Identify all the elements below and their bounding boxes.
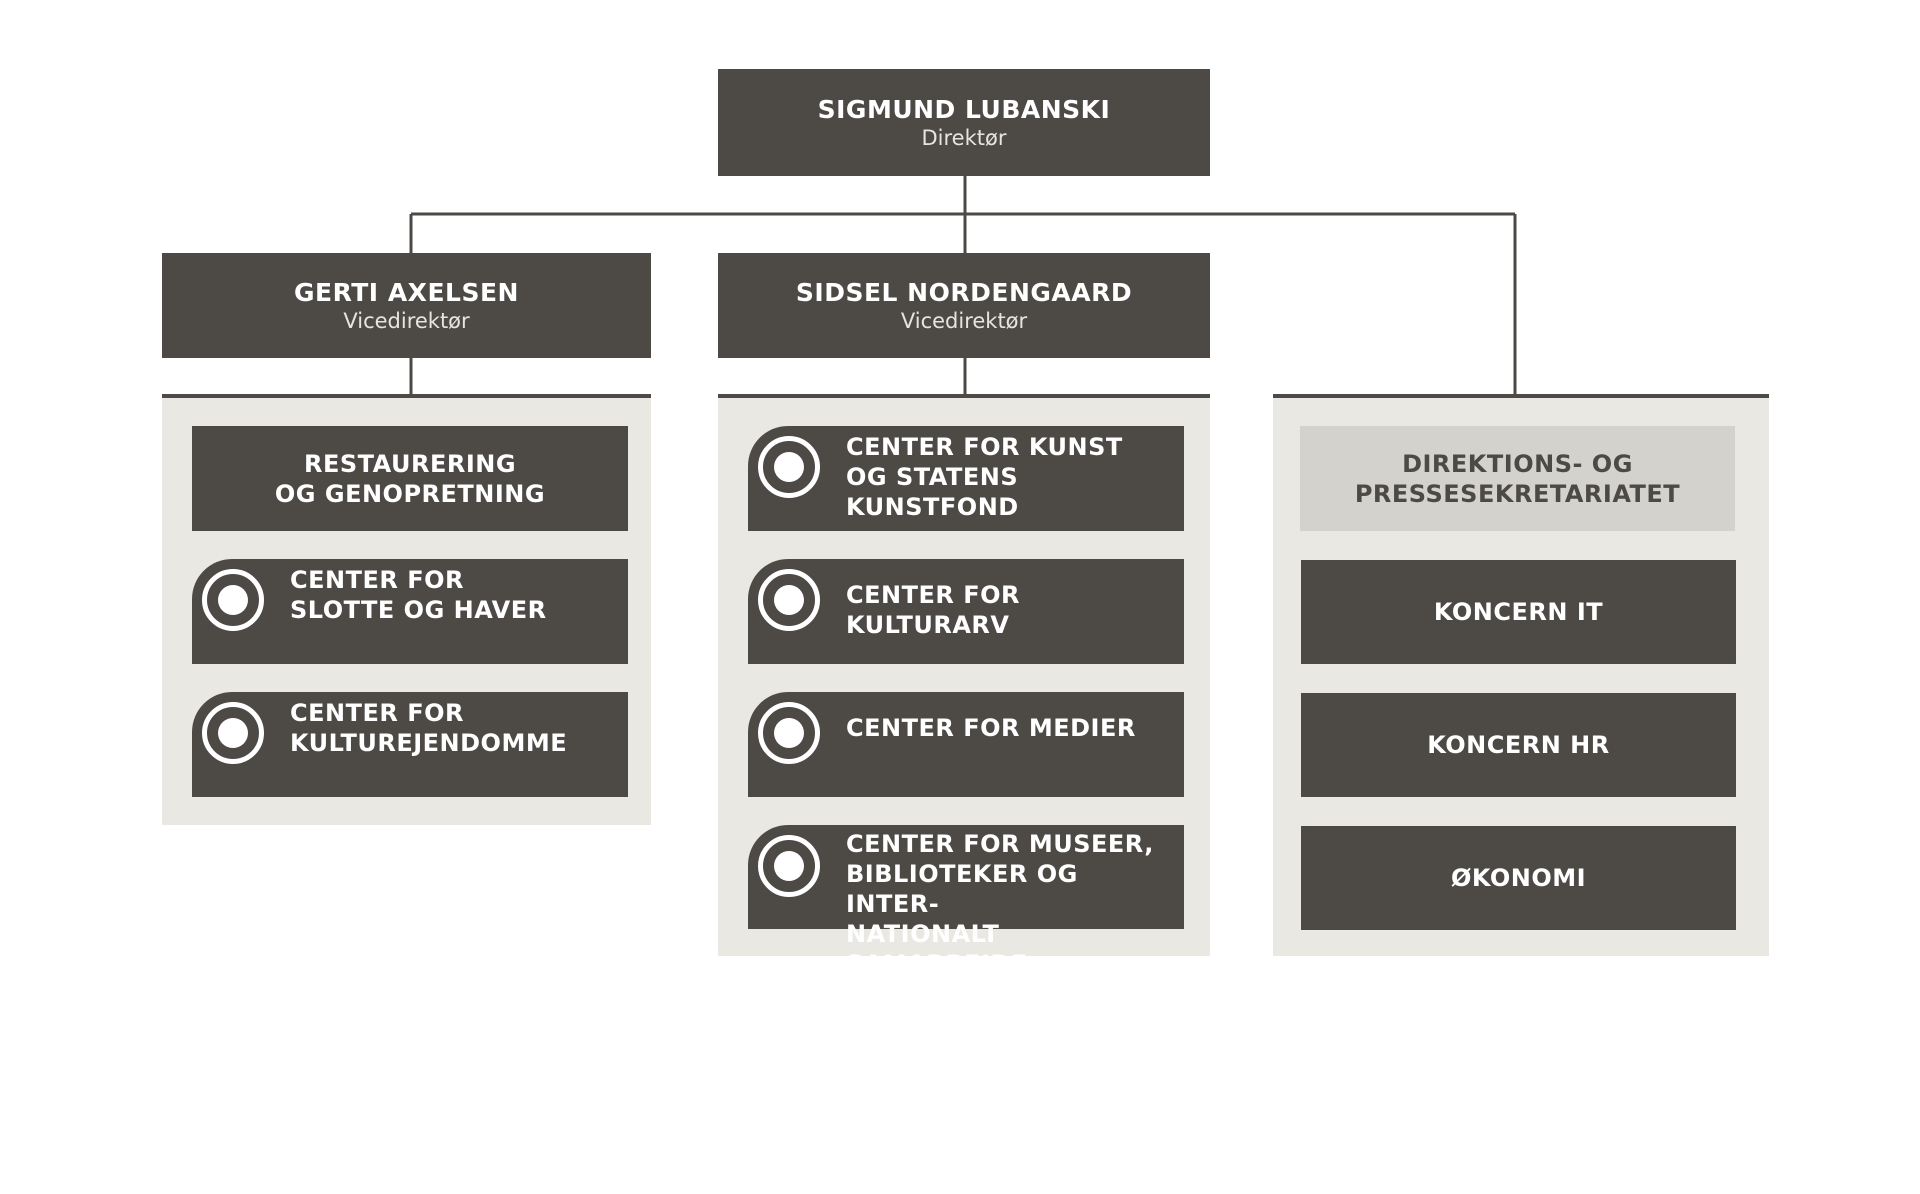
- center-box: [192, 692, 628, 797]
- center-box: [192, 559, 628, 664]
- center-box: [748, 426, 1184, 531]
- unit-label: DIREKTIONS- OG PRESSESEKRETARIATET: [1354, 449, 1681, 508]
- center-label: CENTER FOR MEDIER: [846, 714, 1136, 742]
- center-label: CENTER FOR KULTURARV: [846, 581, 1020, 639]
- unit-label: ØKONOMI: [1450, 864, 1587, 892]
- center-icon: [758, 436, 820, 498]
- unit-box: [1301, 826, 1736, 930]
- vicedirector-role: Vicedirektør: [343, 308, 470, 333]
- director-name: SIGMUND LUBANSKI: [817, 94, 1111, 124]
- director-box: [718, 69, 1210, 176]
- vicedirector-name: SIDSEL NORDENGAARD: [795, 277, 1133, 307]
- vicedirector-box-1: [162, 253, 651, 358]
- unit-label: KONCERN HR: [1427, 731, 1610, 759]
- unit-box: [1301, 560, 1736, 664]
- vicedirector-box-2: [718, 253, 1210, 358]
- center-icon: [758, 569, 820, 631]
- center-label: CENTER FOR MUSEER, BIBLIOTEKER OG INTER- NATIONALT SAMARBEJDE: [846, 830, 1154, 978]
- center-label: CENTER FOR KUNST OG STATENS KUNSTFOND: [846, 433, 1123, 521]
- center-label: CENTER FOR SLOTTE OG HAVER: [290, 566, 547, 624]
- center-box: [748, 692, 1184, 797]
- unit-box: [192, 426, 628, 531]
- center-icon: [202, 702, 264, 764]
- vicedirector-name: GERTI AXELSEN: [294, 277, 519, 307]
- unit-box: [1301, 693, 1736, 797]
- director-role: Direktør: [921, 125, 1007, 150]
- center-icon: [758, 702, 820, 764]
- center-label: CENTER FOR KULTUREJENDOMME: [290, 699, 568, 757]
- unit-label: KONCERN IT: [1433, 598, 1604, 626]
- vicedirector-role: Vicedirektør: [900, 308, 1028, 333]
- center-icon: [758, 835, 820, 897]
- secretariat-box: [1300, 426, 1735, 531]
- center-box: [748, 559, 1184, 664]
- unit-label: RESTAURERING OG GENOPRETNING: [274, 449, 546, 508]
- center-box: [748, 825, 1184, 978]
- center-icon: [202, 569, 264, 631]
